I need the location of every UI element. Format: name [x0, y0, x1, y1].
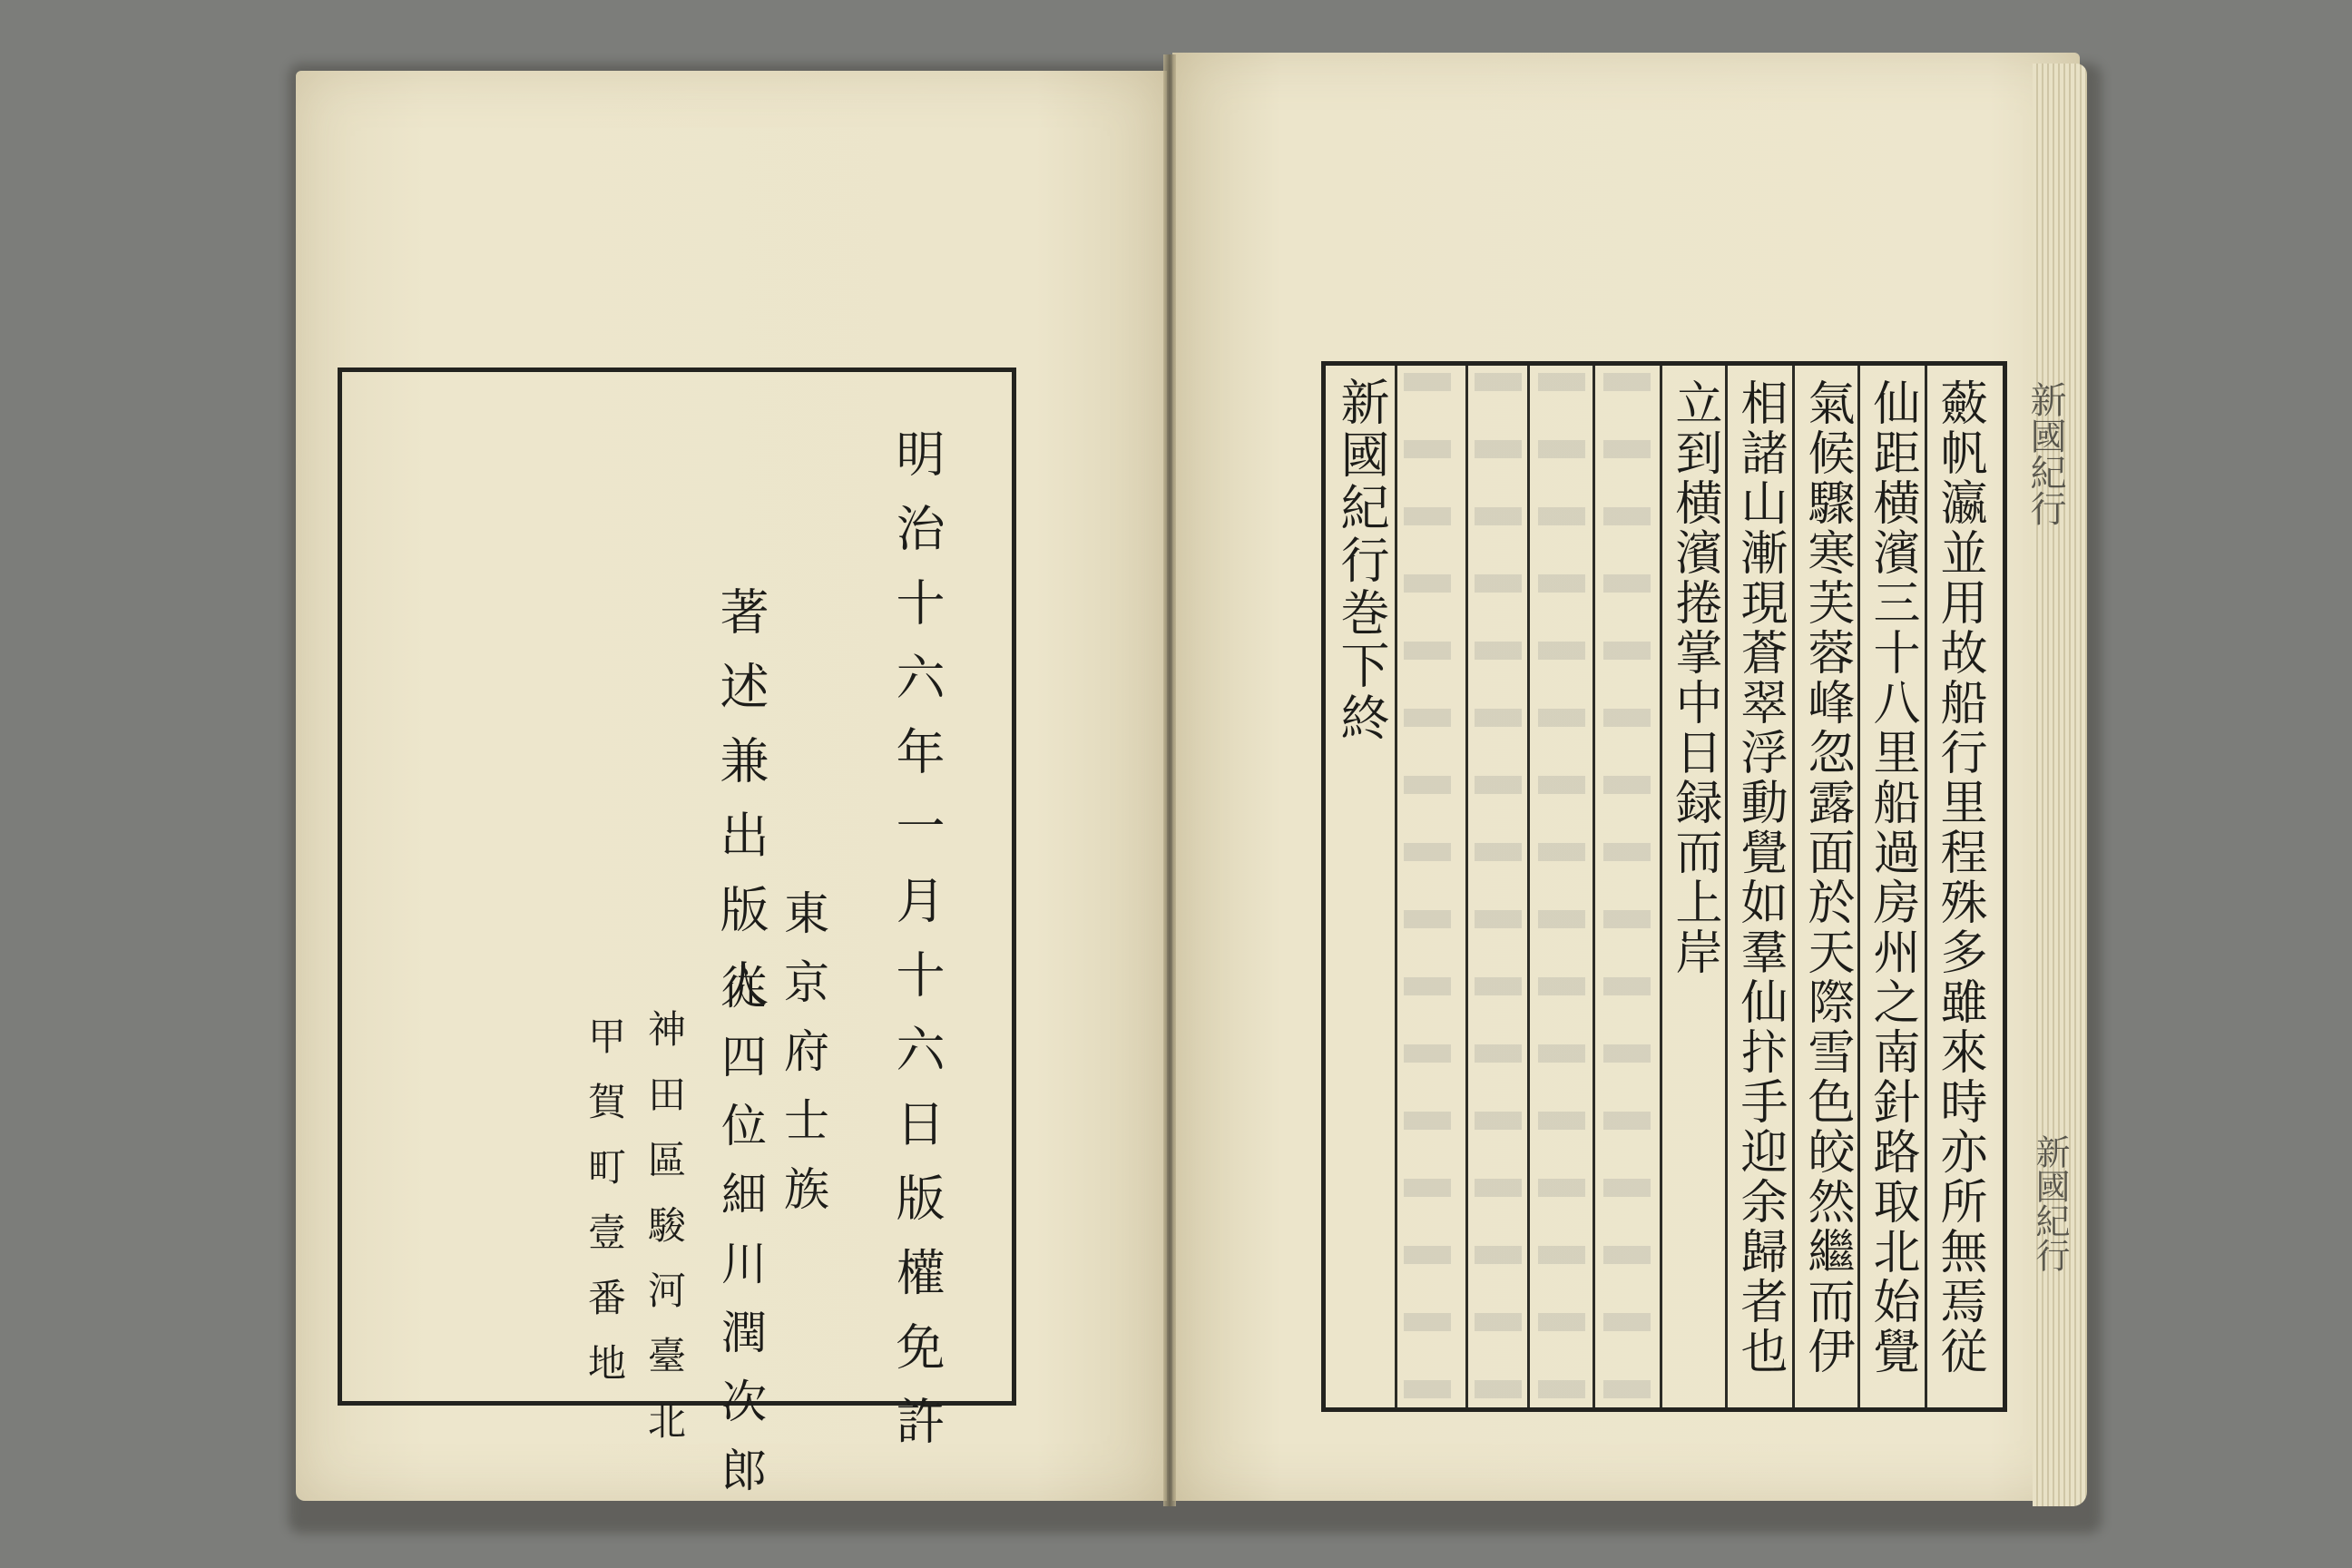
column-rule [1725, 366, 1728, 1407]
column-rule [1925, 366, 1927, 1407]
column-rule [1527, 366, 1530, 1407]
column-rule [1592, 366, 1595, 1407]
bleed-through [1404, 373, 1451, 1400]
column-rule [1857, 366, 1860, 1407]
book-gutter [1163, 54, 1176, 1506]
colophon-author-role: 著述兼出版人 [712, 586, 769, 1033]
next-leaf-title-fragment: 新國紀行 [2030, 1134, 2070, 1272]
colophon-frame [338, 368, 1016, 1515]
colophon-author-name: 従四位細川潤次郎 [714, 964, 767, 1515]
end-title: 新國紀行巻下終 [1333, 377, 1390, 745]
text-column-5: 立到横濱捲掌中日録而上岸 [1667, 378, 1721, 977]
colophon-address-2: 甲賀町壹番地 [583, 1016, 627, 1408]
text-column-2: 仙距横濱三十八里船過房州之南針路取北始覺 [1865, 378, 1919, 1377]
bleed-through [1475, 373, 1522, 1400]
text-column-4: 相諸山漸現蒼翠浮動覺如羣仙抃手迎余歸者也 [1732, 378, 1787, 1377]
page-edges [2033, 64, 2087, 1506]
bleed-through [1603, 373, 1651, 1400]
column-rule [1395, 366, 1397, 1407]
column-rule [1465, 366, 1468, 1407]
text-frame [1321, 361, 2007, 1412]
text-column-3: 氣候驟寒芙蓉峰忽露面於天際雪色皎然繼而伊 [1799, 378, 1854, 1377]
bleed-through [1538, 373, 1585, 1400]
column-rule [1660, 366, 1662, 1407]
text-column-1: 蘞帆瀛並用故船行里程殊多雖來時亦所無焉従 [1932, 378, 1986, 1377]
colophon-date: 明治十六年一月十六日版權免許 [888, 428, 946, 1470]
colophon-address-1: 神田區駿河臺北 [642, 1009, 687, 1466]
colophon-domicile: 東京府士族 [777, 889, 829, 1234]
next-leaf-title-fragment: 新國紀行 [2024, 381, 2066, 526]
column-rule [1792, 366, 1795, 1407]
